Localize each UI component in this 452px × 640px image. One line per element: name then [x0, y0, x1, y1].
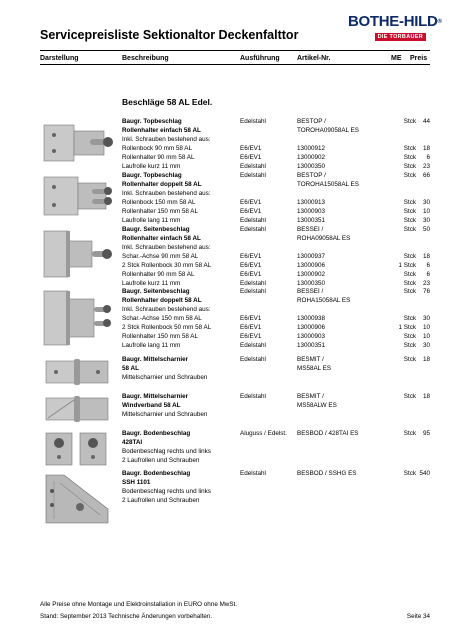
row-preis: 6 [426, 154, 430, 161]
row-description: Inkl. Schrauben bestehend aus: [122, 306, 211, 313]
row-description: Windverband 58 AL [122, 402, 181, 409]
row-me: Stck [403, 280, 416, 287]
row-me: Stck [403, 288, 416, 295]
row-description: Laufrolle kurz 11 mm [122, 163, 181, 170]
row-preis: 18 [422, 393, 430, 400]
row-preis: 18 [422, 145, 430, 152]
row-description: Laufrolle lang 11 mm [122, 342, 181, 349]
row-artikel: MS58AL ES [297, 365, 332, 372]
bodenbeschlag-428tai-image [40, 429, 114, 469]
row-preis: 30 [422, 199, 430, 206]
row-description: 2 Laufrollen und Schrauben [122, 457, 200, 464]
row-description: SSH 1101 [122, 479, 151, 486]
row-artikel: 13000938 [297, 315, 326, 322]
row-me: Stck [403, 217, 416, 224]
row-description: Rollenhalter doppelt 58 AL [122, 297, 202, 304]
row-artikel: 13000903 [297, 208, 326, 215]
row-ausfuehrung: Edelstahl [240, 342, 266, 349]
row-ausfuehrung: Edelstahl [240, 470, 266, 477]
row-artikel: BESMIT / [297, 356, 324, 363]
topbeschlag-doppelt-image [40, 171, 114, 221]
row-me: Stck [403, 271, 416, 278]
row-artikel: MS58ALW ES [297, 402, 337, 409]
row-ausfuehrung: Edelstahl [240, 393, 266, 400]
row-description: Rollenhalter 150 mm 58 AL [122, 208, 198, 215]
row-preis: 10 [422, 333, 430, 340]
row-preis: 50 [422, 226, 430, 233]
logo-registered-mark: ® [437, 19, 442, 25]
page-number: Seite 34 [406, 613, 430, 620]
row-preis: 23 [422, 163, 430, 170]
header-rule-bottom [40, 64, 430, 65]
row-description: Baugr. Seitenbeschlag [122, 288, 190, 295]
row-artikel: BESSEI / [297, 226, 324, 233]
row-description: Rollenhalter einfach 58 AL [122, 127, 201, 134]
row-ausfuehrung: E6/EV1 [240, 262, 262, 269]
row-me: Stck [403, 163, 416, 170]
row-me: Stck [403, 208, 416, 215]
row-ausfuehrung: Edelstahl [240, 172, 266, 179]
row-artikel: BESBOD / 428TAI ES [297, 430, 359, 437]
row-artikel: TOROHA15058AL ES [297, 181, 359, 188]
row-preis: 30 [422, 342, 430, 349]
row-me: 1 Stck [398, 324, 416, 331]
row-me: 1 Stck [398, 262, 416, 269]
row-ausfuehrung: E6/EV1 [240, 253, 262, 260]
row-description: Schar.-Achse 150 mm 58 AL [122, 315, 202, 322]
page-title: Servicepreisliste Sektionaltor Deckenfalttor [40, 28, 299, 42]
row-preis: 30 [422, 217, 430, 224]
row-artikel: BESTOP / [297, 118, 326, 125]
row-me: Stck [403, 393, 416, 400]
row-description: Laufrolle lang 11 mm [122, 217, 181, 224]
col-artikel: Artikel-Nr. [297, 55, 331, 62]
row-artikel: 13000913 [297, 199, 326, 206]
row-me: Stck [403, 145, 416, 152]
bodenbeschlag-ssh1101-image [40, 469, 114, 527]
row-description: 2 Stck Rollenbock 30 mm 58 AL [122, 262, 212, 269]
row-description: 58 AL [122, 365, 139, 372]
row-ausfuehrung: E6/EV1 [240, 324, 262, 331]
row-artikel: 13000912 [297, 145, 326, 152]
col-preis: Preis [410, 55, 428, 62]
row-preis: 10 [422, 324, 430, 331]
row-preis: 23 [422, 280, 430, 287]
mittelscharnier-image [40, 355, 114, 387]
row-description: 2 Laufrollen und Schrauben [122, 497, 200, 504]
row-preis: 30 [422, 315, 430, 322]
row-me: Stck [403, 430, 416, 437]
row-me: Stck [403, 333, 416, 340]
row-ausfuehrung: Edelstahl [240, 226, 266, 233]
row-me: Stck [403, 342, 416, 349]
col-darstellung: Darstellung [40, 55, 79, 62]
row-preis: 76 [422, 288, 430, 295]
row-artikel: 13000937 [297, 253, 326, 260]
row-preis: 95 [422, 430, 430, 437]
row-me: Stck [403, 253, 416, 260]
row-description: Baugr. Seitenbeschlag [122, 226, 190, 233]
row-artikel: TOROHA09058AL ES [297, 127, 359, 134]
row-preis: 66 [422, 172, 430, 179]
row-artikel: 13000350 [297, 163, 326, 170]
row-artikel: BESSEI / [297, 288, 324, 295]
row-me: Stck [403, 226, 416, 233]
row-description: Baugr. Mittelscharnier [122, 393, 189, 400]
row-description: Inkl. Schrauben bestehend aus: [122, 136, 211, 143]
company-logo [348, 13, 442, 46]
seitenbeschlag-einfach-image [40, 225, 114, 283]
row-ausfuehrung: E6/EV1 [240, 333, 262, 340]
row-description: Rollenhalter 150 mm 58 AL [122, 333, 198, 340]
row-ausfuehrung: Aluguss / Edelst. [240, 430, 287, 437]
row-ausfuehrung: E6/EV1 [240, 199, 262, 206]
mittelscharnier-windverband-image [40, 392, 114, 424]
row-artikel: 13000902 [297, 271, 326, 278]
row-description: Rollenbock 150 mm 58 AL [122, 199, 196, 206]
row-artikel: ROHA09058AL ES [297, 235, 351, 242]
row-preis: 540 [419, 470, 430, 477]
row-description: Rollenhalter doppelt 58 AL [122, 181, 202, 188]
row-me: Stck [403, 470, 416, 477]
row-preis: 6 [426, 262, 430, 269]
row-artikel: 13000350 [297, 280, 326, 287]
row-description: Baugr. Bodenbeschlag [122, 470, 191, 477]
row-ausfuehrung: E6/EV1 [240, 271, 262, 278]
row-artikel: BESMIT / [297, 393, 324, 400]
row-description: 428TAI [122, 439, 143, 446]
topbeschlag-einfach-image [40, 117, 114, 167]
row-artikel: 13000351 [297, 217, 326, 224]
row-me: Stck [403, 172, 416, 179]
row-preis: 6 [426, 271, 430, 278]
row-me: Stck [403, 154, 416, 161]
row-preis: 18 [422, 253, 430, 260]
row-description: Bodenbeschlag rechts und links [122, 448, 211, 455]
row-description: Inkl. Schrauben bestehend aus: [122, 190, 211, 197]
row-description: Rollenhalter 90 mm 58 AL [122, 154, 195, 161]
row-description: Bodenbeschlag rechts und links [122, 488, 211, 495]
row-description: Baugr. Mittelscharnier [122, 356, 189, 363]
row-ausfuehrung: Edelstahl [240, 163, 266, 170]
row-artikel: BESTOP / [297, 172, 326, 179]
row-description: Laufrolle kurz 11 mm [122, 280, 181, 287]
row-artikel: 13000903 [297, 333, 326, 340]
row-ausfuehrung: E6/EV1 [240, 315, 262, 322]
row-description: Baugr. Topbeschlag [122, 172, 182, 179]
row-description: Baugr. Bodenbeschlag [122, 430, 191, 437]
logo-tagline: DIE TORBAUER [375, 33, 426, 41]
row-description: Schar.-Achse 90 mm 58 AL [122, 253, 199, 260]
col-beschreibung: Beschreibung [122, 55, 169, 62]
row-ausfuehrung: E6/EV1 [240, 208, 262, 215]
row-description: Baugr. Topbeschlag [122, 118, 182, 125]
col-me: ME [391, 55, 402, 62]
row-preis: 18 [422, 356, 430, 363]
row-ausfuehrung: Edelstahl [240, 288, 266, 295]
row-description: Inkl. Schrauben bestehend aus: [122, 244, 211, 251]
row-ausfuehrung: Edelstahl [240, 280, 266, 287]
row-preis: 10 [422, 208, 430, 215]
row-artikel: 13000351 [297, 342, 326, 349]
row-me: Stck [403, 118, 416, 125]
row-ausfuehrung: Edelstahl [240, 217, 266, 224]
row-description: Rollenbock 90 mm 58 AL [122, 145, 193, 152]
row-description: Rollenhalter einfach 58 AL [122, 235, 201, 242]
row-ausfuehrung: E6/EV1 [240, 154, 262, 161]
row-ausfuehrung: E6/EV1 [240, 145, 262, 152]
row-ausfuehrung: Edelstahl [240, 118, 266, 125]
row-me: Stck [403, 315, 416, 322]
row-me: Stck [403, 356, 416, 363]
row-ausfuehrung: Edelstahl [240, 356, 266, 363]
footer-stand: Stand: September 2013 Technische Änderungen vorbehalten. [40, 613, 213, 620]
col-ausfuehrung: Ausführung [240, 55, 280, 62]
row-artikel: 13000906 [297, 262, 326, 269]
row-artikel: BESBOD / SSHG ES [297, 470, 357, 477]
row-artikel: ROHA15058AL ES [297, 297, 351, 304]
row-artikel: 13000902 [297, 154, 326, 161]
row-description: Rollenhalter 90 mm 58 AL [122, 271, 195, 278]
row-artikel: 13000906 [297, 324, 326, 331]
header-rule-top [40, 50, 430, 51]
logo-text: BOTHE-HILD [348, 13, 438, 30]
seitenbeschlag-doppelt-image [40, 287, 114, 349]
row-description: 2 Stck Rollenbock 50 mm 58 AL [122, 324, 212, 331]
section-title: Beschläge 58 AL Edel. [122, 97, 213, 107]
footer-note: Alle Preise ohne Montage und Elektroinstallation in EURO ohne MwSt. [40, 601, 238, 608]
row-description: Mittelscharnier und Schrauben [122, 374, 208, 381]
row-preis: 44 [422, 118, 430, 125]
row-description: Mittelscharnier und Schrauben [122, 411, 208, 418]
row-me: Stck [403, 199, 416, 206]
